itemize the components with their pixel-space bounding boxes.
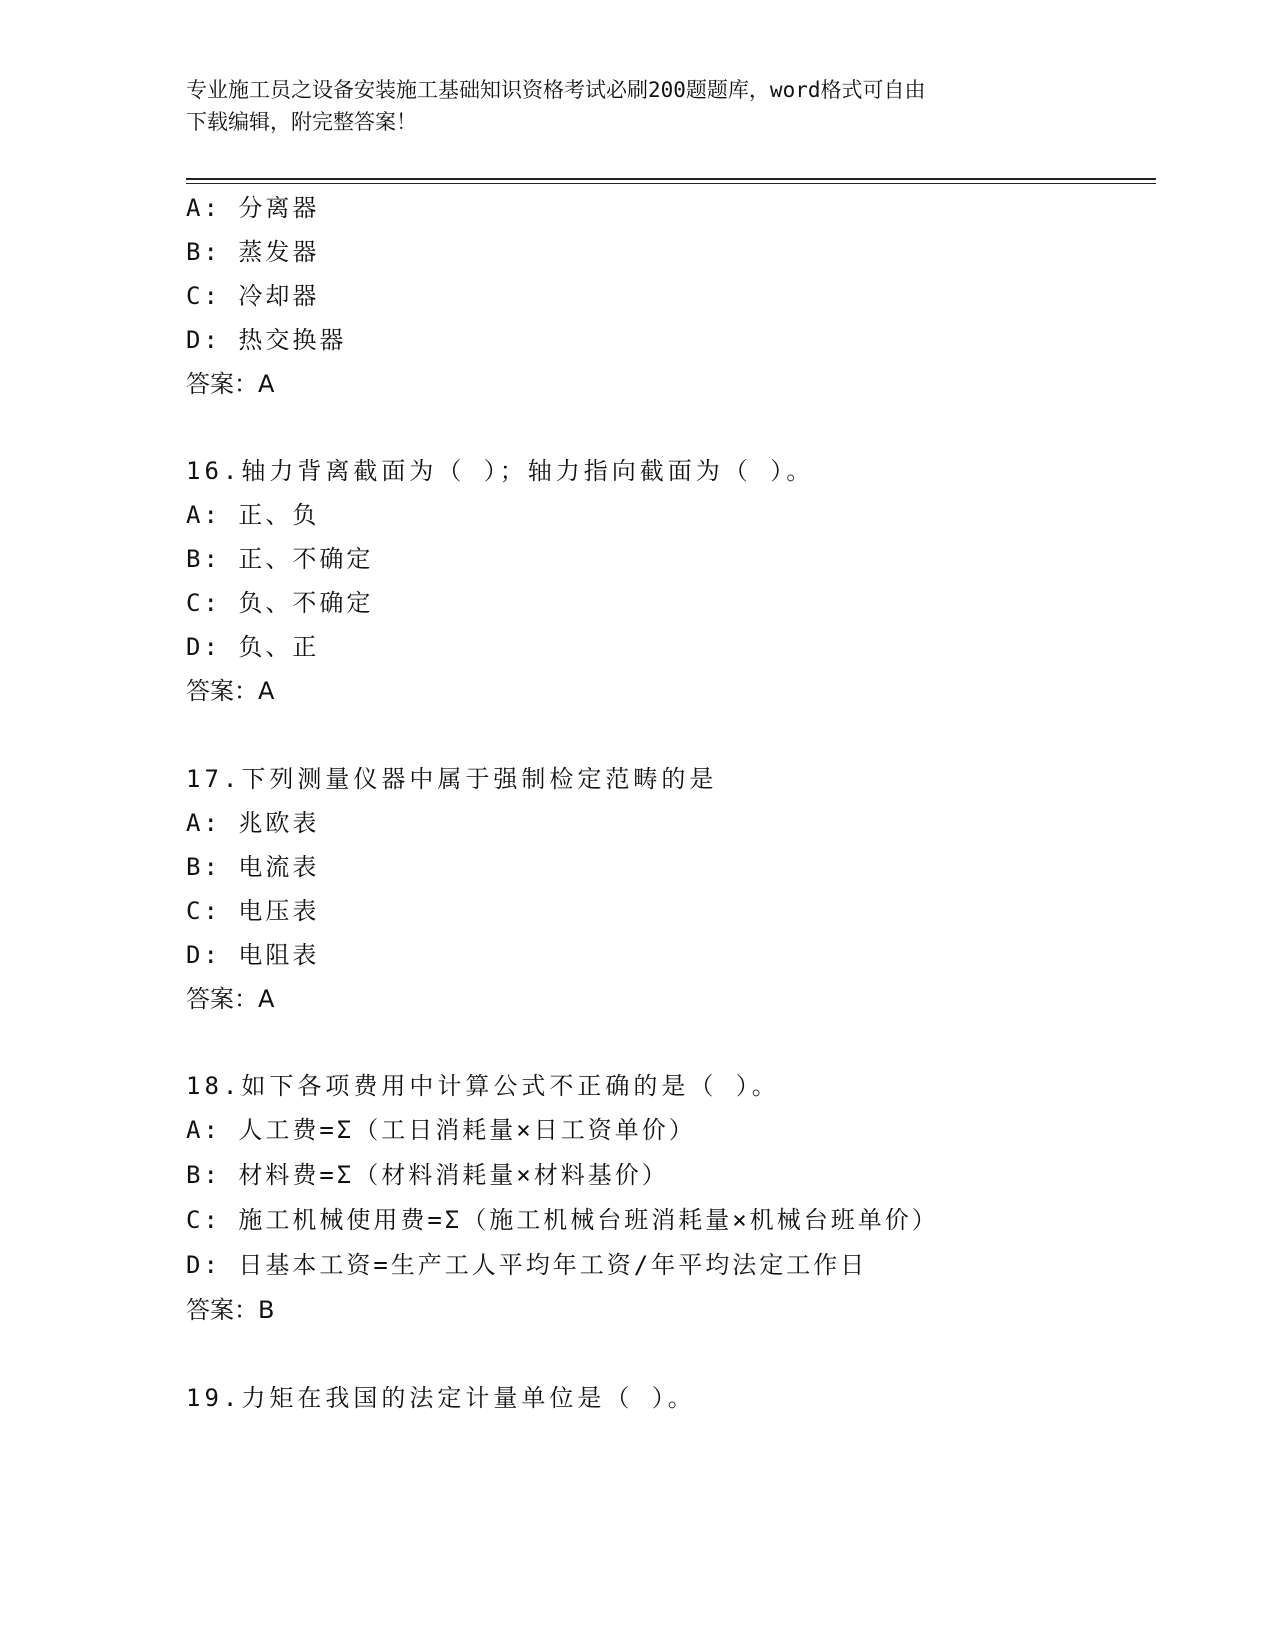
q17-question: 17.下列测量仪器中属于强制检定范畴的是 bbox=[186, 765, 718, 793]
q18-answer: 答案：B bbox=[186, 1296, 275, 1324]
header-line-1: 专业施工员之设备安装施工基础知识资格考试必刷200题题库，word格式可自由 bbox=[186, 78, 926, 102]
q16-option-c: C: 负、不确定 bbox=[186, 589, 374, 617]
q15-option-a: A: 分离器 bbox=[186, 194, 320, 222]
q18-option-d: D: 日基本工资=生产工人平均年工资/年平均法定工作日 bbox=[186, 1251, 868, 1279]
q15-option-b: B: 蒸发器 bbox=[186, 238, 320, 266]
q18-question: 18.如下各项费用中计算公式不正确的是（ ）。 bbox=[186, 1072, 780, 1100]
header-divider bbox=[186, 178, 1156, 184]
q17-option-c: C: 电压表 bbox=[186, 897, 320, 925]
q17-option-d: D: 电阻表 bbox=[186, 941, 320, 969]
q19-question: 19.力矩在我国的法定计量单位是（ ）。 bbox=[186, 1384, 696, 1412]
document-header bbox=[186, 74, 1086, 138]
q18-option-b: B: 材料费=Σ（材料消耗量×材料基价） bbox=[186, 1161, 669, 1189]
q16-option-b: B: 正、不确定 bbox=[186, 545, 374, 573]
header-line-2: 下载编辑，附完整答案！ bbox=[186, 110, 417, 134]
q17-option-b: B: 电流表 bbox=[186, 853, 320, 881]
q17-option-a: A: 兆欧表 bbox=[186, 809, 320, 837]
q15-answer: 答案：A bbox=[186, 370, 275, 398]
q18-option-c: C: 施工机械使用费=Σ（施工机械台班消耗量×机械台班单价） bbox=[186, 1206, 939, 1234]
q15-option-d: D: 热交换器 bbox=[186, 326, 347, 354]
q18-option-a: A: 人工费=Σ（工日消耗量×日工资单价） bbox=[186, 1116, 696, 1144]
q16-answer: 答案：A bbox=[186, 677, 275, 705]
q17-answer: 答案：A bbox=[186, 985, 275, 1013]
q16-option-d: D: 负、正 bbox=[186, 633, 320, 661]
q16-question: 16.轴力背离截面为（ ）；轴力指向截面为（ ）。 bbox=[186, 457, 815, 485]
q15-option-c: C: 冷却器 bbox=[186, 282, 320, 310]
q16-option-a: A: 正、负 bbox=[186, 501, 320, 529]
